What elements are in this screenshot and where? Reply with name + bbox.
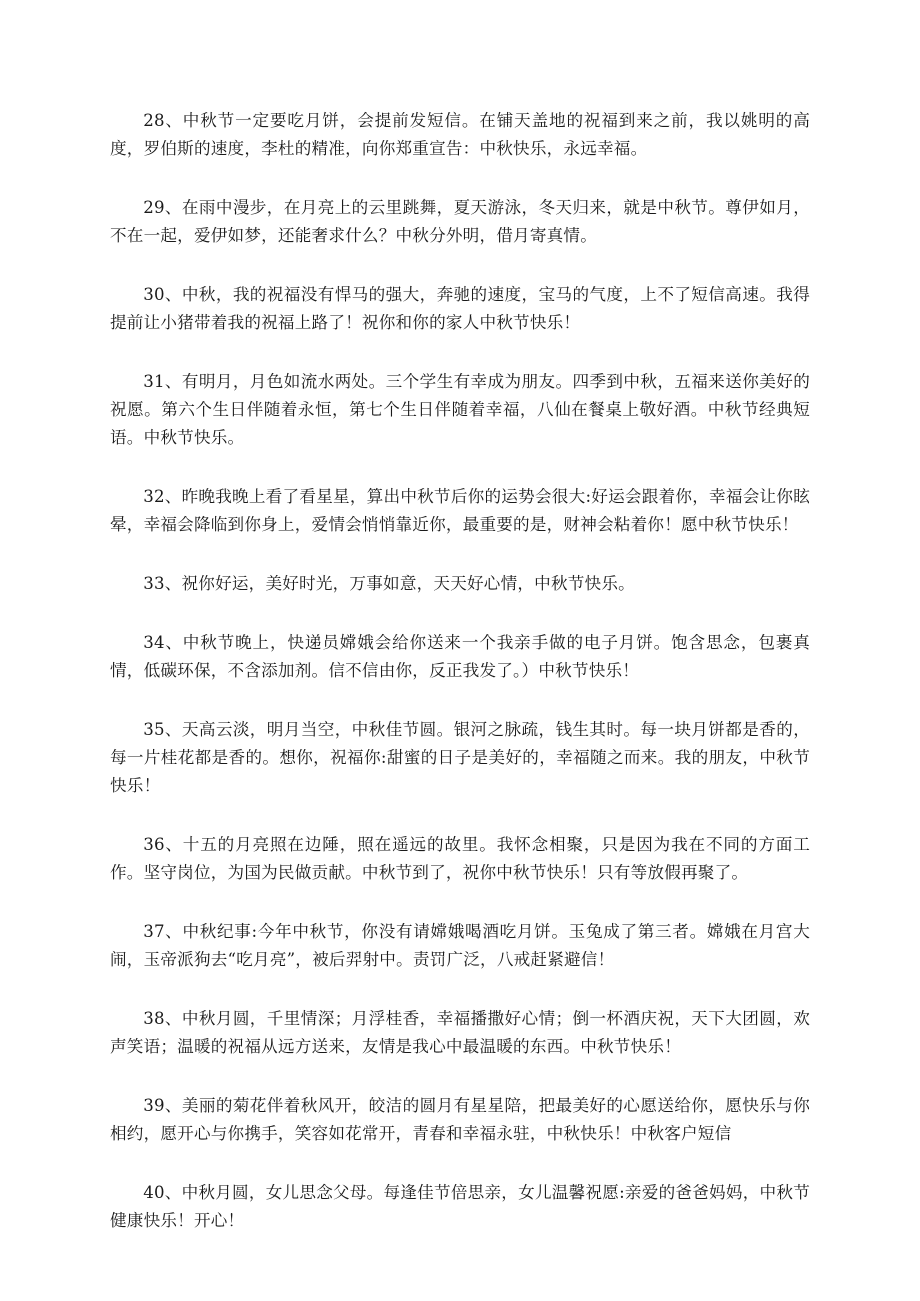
paragraph-32: 32、昨晚我晚上看了看星星，算出中秋节后你的运势会很大:好运会跟着你，幸福会让你眩晕，幸福会降临到你身上，爱情会悄悄靠近你，最重要的是，财神会粘着你！愿中秋节快乐！ (110, 487, 810, 534)
paragraph-38: 38、中秋月圆，千里情深；月浮桂香，幸福播撒好心情；倒一杯酒庆祝，天下大团圆，欢声笑语；温暖的祝福从远方送来，友情是我心中最温暖的东西。中秋节快乐！ (110, 1009, 810, 1056)
paragraph-40: 40、中秋月圆，女儿思念父母。每逢佳节倍思亲，女儿温馨祝愿:亲爱的爸爸妈妈，中秋节健康快乐！开心！ (110, 1183, 810, 1230)
paragraph-35: 35、天高云淡，明月当空，中秋佳节圆。银河之脉疏，钱生其时。每一块月饼都是香的，每一片桂花都是香的。想你，祝福你:甜蜜的日子是美好的，幸福随之而来。我的朋友，中秋节快乐！ (110, 720, 810, 795)
paragraph-33: 33、祝你好运，美好时光，万事如意，天天好心情，中秋节快乐。 (143, 574, 635, 593)
paragraph-36: 36、十五的月亮照在边陲，照在遥远的故里。我怀念相聚，只是因为我在不同的方面工作。坚守岗位，为国为民做贡献。中秋节到了，祝你中秋节快乐！只有等放假再聚了。 (110, 835, 810, 882)
paragraph-29: 29、在雨中漫步，在月亮上的云里跳舞，夏天游泳，冬天归来，就是中秋节。尊伊如月，不在一起，爱伊如梦，还能奢求什么？中秋分外明，借月寄真情。 (110, 198, 810, 245)
paragraph-31: 31、有明月，月色如流水两处。三个学生有幸成为朋友。四季到中秋，五福来送你美好的祝愿。第六个生日伴随着永恒，第七个生日伴随着幸福，八仙在餐桌上敬好酒。中秋节经典短语。中秋节快乐。 (110, 372, 810, 447)
paragraph-37: 37、中秋纪事:今年中秋节，你没有请嫦娥喝酒吃月饼。玉兔成了第三者。嫦娥在月宫大闹，玉帝派狗去“吃月亮”，被后羿射中。责罚广泛，八戒赶紧避信！ (110, 922, 810, 969)
paragraph-39: 39、美丽的菊花伴着秋风开，皎洁的圆月有星星陪，把最美好的心愿送给你，愿快乐与你相约，愿开心与你携手，笑容如花常开，青春和幸福永驻，中秋快乐！中秋客户短信 (110, 1096, 810, 1143)
paragraph-30: 30、中秋，我的祝福没有悍马的强大，奔驰的速度，宝马的气度，上不了短信高速。我得提前让小猪带着我的祝福上路了！祝你和你的家人中秋节快乐！ (110, 285, 810, 332)
paragraph-28: 28、中秋节一定要吃月饼，会提前发短信。在铺天盖地的祝福到来之前，我以姚明的高度，罗伯斯的速度，李杜的精准，向你郑重宣告：中秋快乐，永远幸福。 (110, 111, 810, 158)
paragraph-34: 34、中秋节晚上，快递员嫦娥会给你送来一个我亲手做的电子月饼。饱含思念，包裹真情，低碳环保，不含添加剂。信不信由你，反正我发了。）中秋节快乐！ (110, 633, 810, 680)
